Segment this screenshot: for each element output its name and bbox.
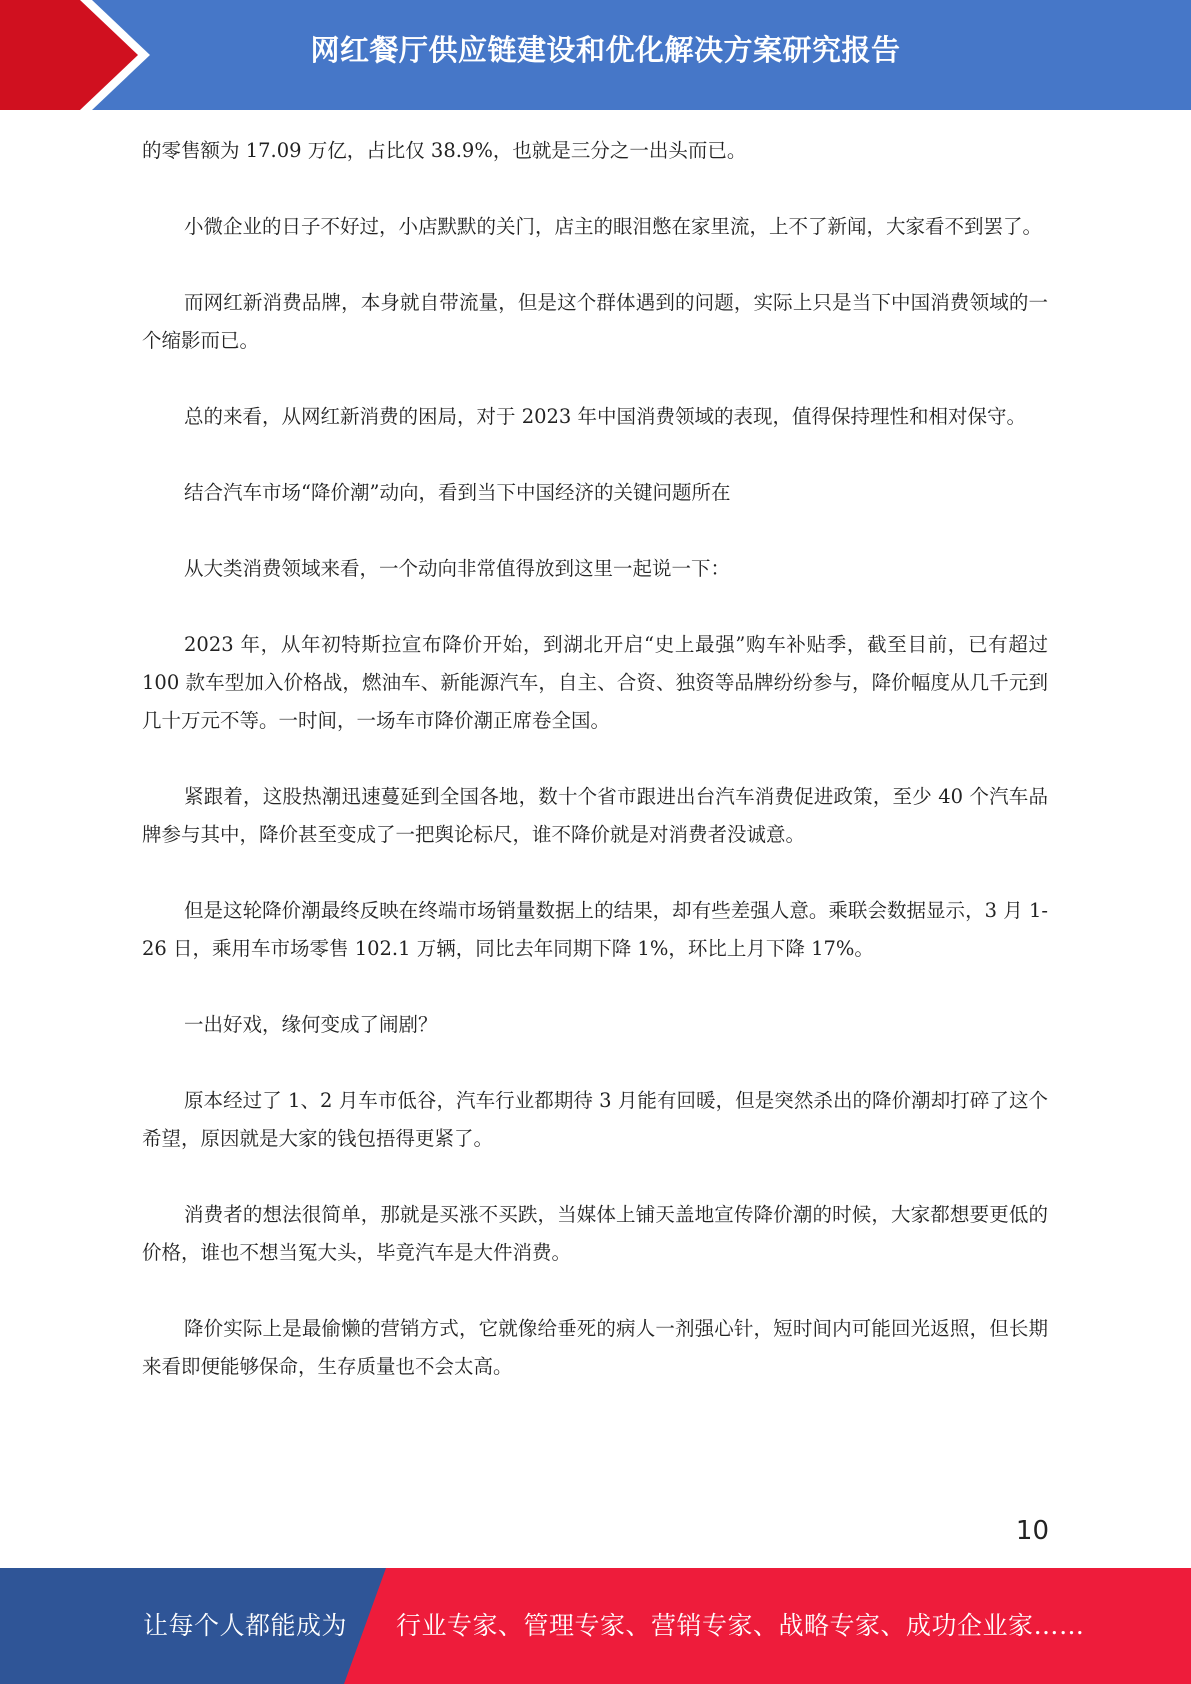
footer-slogan-right: 行业专家、管理专家、营销专家、战略专家、成功企业家…… — [396, 1611, 1085, 1640]
paragraph: 而网红新消费品牌，本身就自带流量，但是这个群体遇到的问题，实际上只是当下中国消费领域的一个缩影而已。 — [142, 291, 1048, 352]
paragraph: 降价实际上是最偷懒的营销方式，它就像给垂死的病人一剂强心针，短时间内可能回光返照，但长期来看即便能够保命，生存质量也不会太高。 — [142, 1317, 1048, 1378]
paragraph: 一出好戏，缘何变成了闹剧？ — [184, 1013, 438, 1036]
paragraph: 从大类消费领域来看，一个动向非常值得放到这里一起说一下： — [184, 557, 731, 580]
page-header — [0, 0, 1191, 110]
report-title: 网红餐厅供应链建设和优化解决方案研究报告 — [310, 33, 901, 67]
footer-slogan-left: 让每个人都能成为 — [143, 1611, 348, 1640]
paragraph: 但是这轮降价潮最终反映在终端市场销量数据上的结果，却有些差强人意。乘联会数据显示，3 月 1-26 日，乘用车市场零售 102.1 万辆，同比去年同期下降 1%，环比上月下降 17%。 — [142, 899, 1048, 960]
page-number: 10 — [1015, 1516, 1049, 1546]
paragraph: 紧跟着，这股热潮迅速蔓延到全国各地，数十个省市跟进出台汽车消费促进政策，至少 40 个汽车品牌参与其中，降价甚至变成了一把舆论标尺，谁不降价就是对消费者没诚意。 — [142, 785, 1048, 846]
page-footer — [0, 1568, 1191, 1684]
paragraph: 2023 年，从年初特斯拉宣布降价开始，到湖北开启“史上最强”购车补贴季，截至目前，已有超过 100 款车型加入价格战，燃油车、新能源汽车，自主、合资、独资等品牌纷纷参与，降价幅度从几千元到几十万元不等。一时间，一场车市降价潮正席卷全国。 — [142, 633, 1048, 732]
paragraph: 结合汽车市场“降价潮”动向，看到当下中国经济的关键问题所在 — [184, 481, 731, 504]
paragraph: 原本经过了 1、2 月车市低谷，汽车行业都期待 3 月能有回暖，但是突然杀出的降价潮却打碎了这个希望，原因就是大家的钱包捂得更紧了。 — [142, 1089, 1048, 1150]
body-text — [142, 132, 1048, 1424]
paragraph: 的零售额为 17.09 万亿，占比仅 38.9%，也就是三分之一出头而已。 — [142, 139, 747, 162]
paragraph: 总的来看，从网红新消费的困局，对于 2023 年中国消费领域的表现，值得保持理性和相对保守。 — [184, 405, 1027, 428]
paragraph: 小微企业的日子不好过，小店默默的关门，店主的眼泪憋在家里流，上不了新闻，大家看不到罢了。 — [184, 215, 1043, 238]
paragraph: 消费者的想法很简单，那就是买涨不买跌，当媒体上铺天盖地宣传降价潮的时候，大家都想要更低的价格，谁也不想当冤大头，毕竟汽车是大件消费。 — [142, 1203, 1048, 1264]
